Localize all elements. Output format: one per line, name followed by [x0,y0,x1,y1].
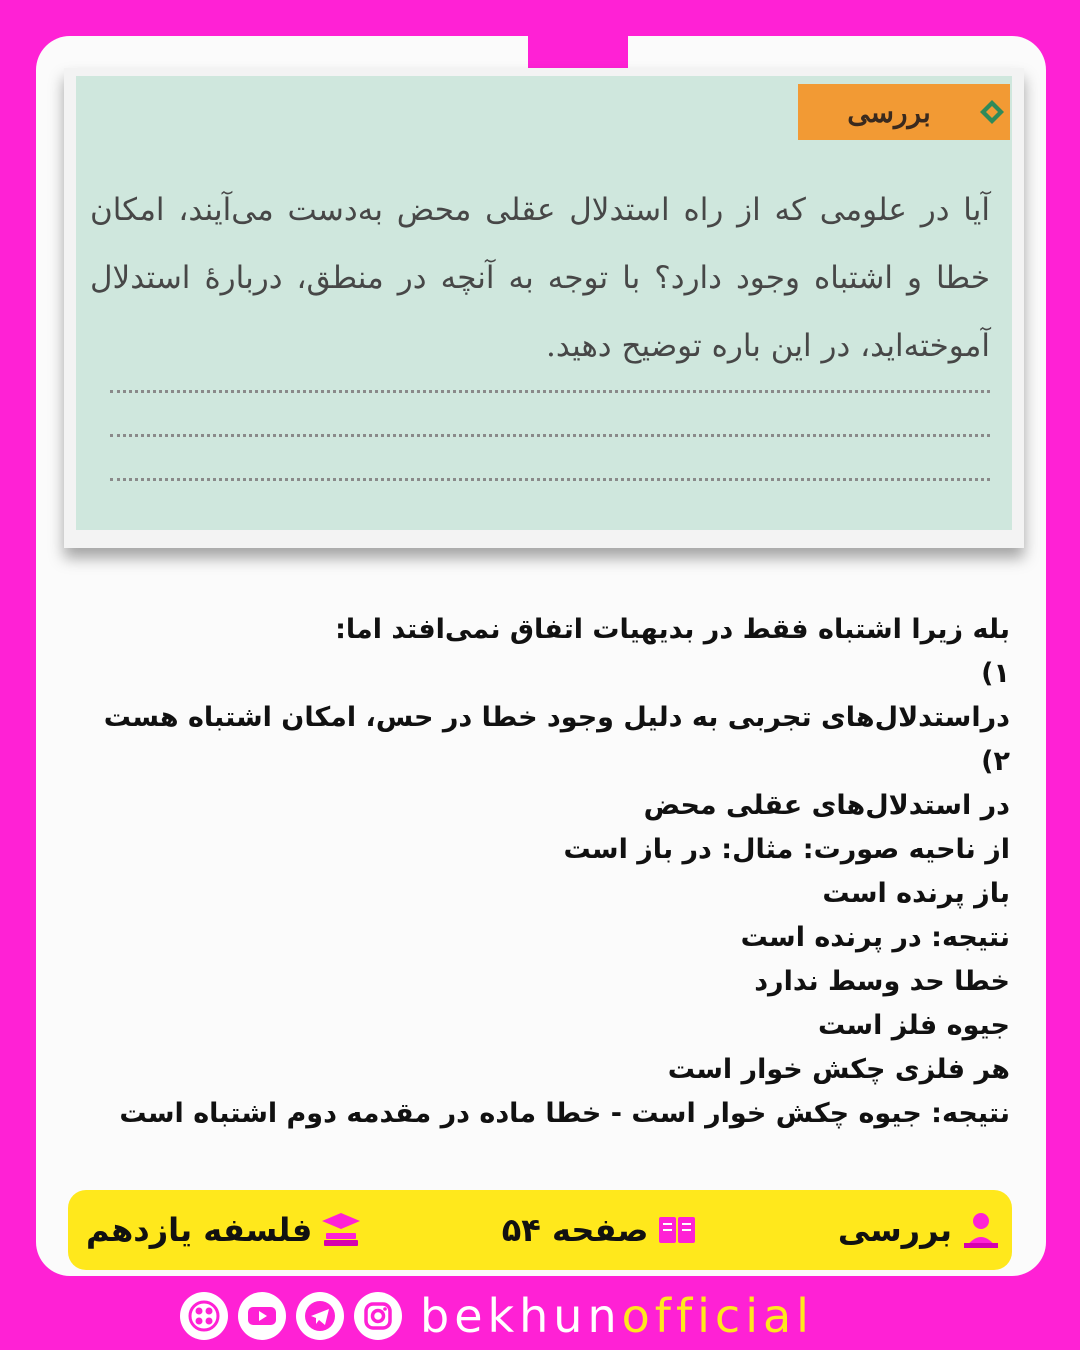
telegram-icon[interactable] [296,1292,344,1340]
footer-book-label: فلسفه یازدهم [86,1211,313,1249]
section-tag-label: بررسی [847,95,931,129]
footer-section [838,1209,1002,1251]
open-book-icon [656,1209,698,1251]
instagram-icon[interactable] [354,1292,402,1340]
aparat-icon[interactable] [180,1292,228,1340]
answer-line-text: هر فلزی چکش خوار است [667,1054,1010,1085]
answer-line-text: دراستدلال‌های تجربی به دلیل وجود خطا در حس، امکان اشتباه هست [103,702,1010,733]
footer-bar [68,1190,1012,1270]
handle-part-2: official [621,1289,814,1343]
textbook-panel [76,76,1012,530]
exercise-question: آیا در علومی که از راه استدلال عقلی محض به‌دست می‌آیند، امکان خطا و اشتباه وجود دارد؟ با توجه به آنچه در منطق، دربارهٔ استدلال آموخته‌اید، در این باره توضیح دهید. [90,192,990,364]
footer-book [86,1209,362,1251]
answer-line-text: از ناحیه صورت: مثال: در باز است [563,834,1010,865]
graduation-books-icon [320,1209,362,1251]
channel-handle[interactable] [420,1289,814,1343]
diamond-arrow-icon [978,98,1006,126]
textbook-excerpt [64,68,1024,548]
section-tag [798,84,1010,140]
handle-part-1: bekhun [420,1289,622,1343]
social-bar [180,1289,814,1343]
answer-line [110,434,990,437]
answer-line-text: جیوه فلز است [817,1010,1010,1041]
answer-line-text: در استدلال‌های عقلی محض [643,790,1010,821]
footer-page [502,1209,699,1251]
footer-section-label: بررسی [837,1211,952,1249]
footer-page-label: صفحه ۵۴ [501,1211,649,1249]
answer-line-text: خطا حد وسط ندارد [754,966,1010,997]
youtube-icon[interactable] [238,1292,286,1340]
answer-line-text: باز پرنده است [822,878,1010,909]
answer-line [110,478,990,481]
teacher-icon [960,1209,1002,1251]
answer-line-text: بله زیرا اشتباه فقط در بدیهیات اتفاق نمی‌افتد اما: [335,614,1010,645]
answer-line-text: نتیجه: در پرنده است [740,922,1010,953]
answer-line-text: ۲) [981,746,1010,777]
answer-text [50,608,1010,1136]
answer-line-text: ۱) [981,658,1010,689]
answer-line [110,390,990,393]
answer-line-text: نتیجه: جیوه چکش خوار است - خطا ماده در مقدمه دوم اشتباه است [119,1098,1010,1129]
